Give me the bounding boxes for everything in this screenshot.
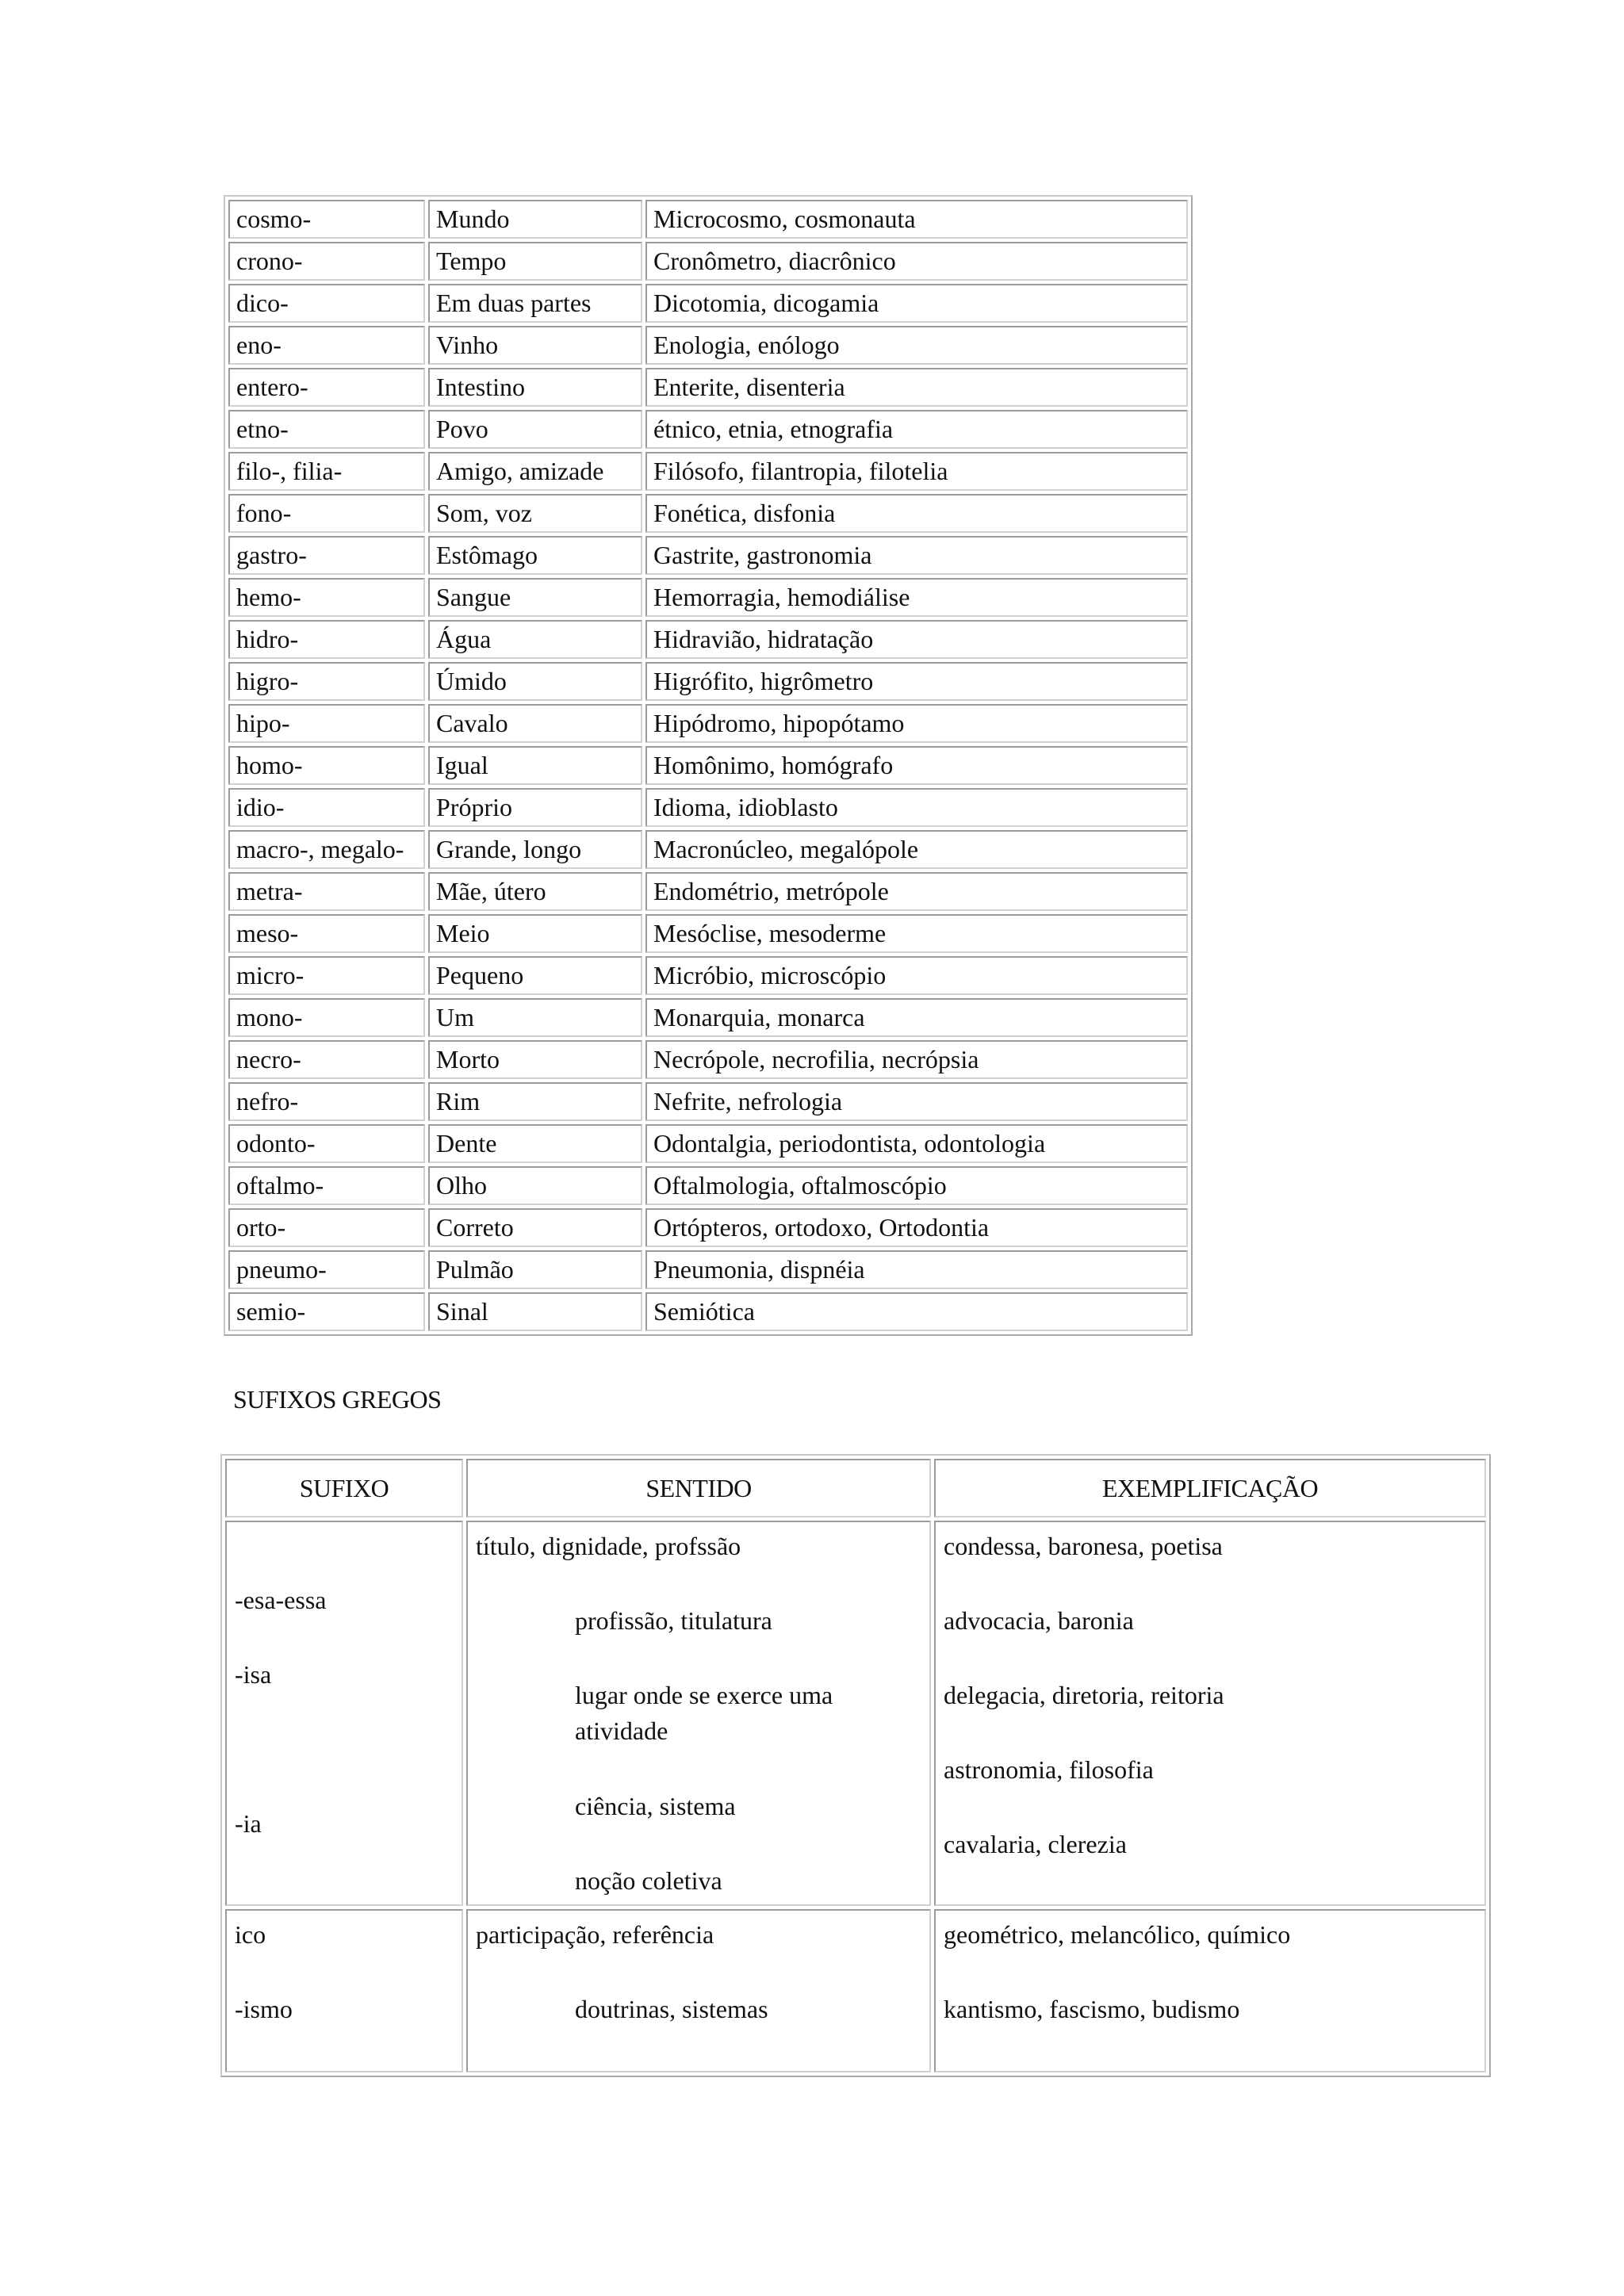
sentido-text: doutrinas, sistemas — [575, 1995, 768, 2023]
prefix-row — [228, 956, 1188, 995]
sentido-text: profissão, titulatura — [575, 1606, 772, 1635]
meaning-cell: Em duas partes — [428, 284, 642, 323]
meaning-cell: Pulmão — [428, 1250, 642, 1289]
section-heading: SUFIXOS GREGOS — [233, 1385, 442, 1414]
examples-cell: Hemorragia, hemodiálise — [645, 578, 1188, 617]
meaning-cell: Sangue — [428, 578, 642, 617]
prefix-cell: odonto- — [228, 1124, 425, 1163]
prefix-cell: homo- — [228, 746, 425, 785]
meaning-cell: Pequeno — [428, 956, 642, 995]
examples-cell: Higrófito, higrômetro — [645, 662, 1188, 701]
sentido-text: título, dignidade, profssão — [476, 1532, 741, 1560]
exemplo-text: advocacia, baronia — [944, 1606, 1134, 1635]
examples-cell: Odontalgia, periodontista, odontologia — [645, 1124, 1188, 1163]
meaning-cell: Rim — [428, 1082, 642, 1121]
meaning-cell: Mundo — [428, 200, 642, 239]
examples-cell: Monarquia, monarca — [645, 998, 1188, 1037]
examples-cell: Cronômetro, diacrônico — [645, 242, 1188, 281]
meaning-cell: Igual — [428, 746, 642, 785]
meaning-cell: Grande, longo — [428, 830, 642, 869]
examples-cell: Microcosmo, cosmonauta — [645, 200, 1188, 239]
examples-cell: Enterite, disenteria — [645, 368, 1188, 407]
prefix-cell: micro- — [228, 956, 425, 995]
prefix-cell: hipo- — [228, 704, 425, 743]
prefix-table — [224, 195, 1193, 1336]
suffix-table — [220, 1454, 1491, 2077]
sufixo-cell — [225, 1909, 463, 2072]
prefix-table-body — [228, 200, 1188, 1331]
examples-cell: étnico, etnia, etnografia — [645, 410, 1188, 449]
meaning-cell: Sinal — [428, 1292, 642, 1331]
prefix-cell: necro- — [228, 1040, 425, 1079]
prefix-row — [228, 998, 1188, 1037]
prefix-row — [228, 494, 1188, 533]
examples-cell: Homônimo, homógrafo — [645, 746, 1188, 785]
prefix-cell: gastro- — [228, 536, 425, 575]
meaning-cell: Correto — [428, 1208, 642, 1247]
exemplo-text: condessa, baronesa, poetisa — [944, 1532, 1223, 1560]
header-exemplificacao: EXEMPLIFICAÇÃO — [934, 1459, 1486, 1517]
meaning-cell: Úmido — [428, 662, 642, 701]
examples-cell: Ortópteros, ortodoxo, Ortodontia — [645, 1208, 1188, 1247]
examples-cell: Endométrio, metrópole — [645, 872, 1188, 911]
exemplo-text: cavalaria, clerezia — [944, 1830, 1127, 1858]
meaning-cell: Um — [428, 998, 642, 1037]
prefix-row — [228, 1124, 1188, 1163]
prefix-row — [228, 326, 1188, 365]
sentido-cell — [466, 1521, 931, 1906]
meaning-cell: Dente — [428, 1124, 642, 1163]
meaning-cell: Cavalo — [428, 704, 642, 743]
prefix-cell: higro- — [228, 662, 425, 701]
prefix-row — [228, 788, 1188, 827]
prefix-row — [228, 200, 1188, 239]
prefix-row — [228, 368, 1188, 407]
exemplos-cell — [934, 1909, 1486, 2072]
prefix-cell: filo-, filia- — [228, 452, 425, 491]
prefix-cell: cosmo- — [228, 200, 425, 239]
sentido-text: participação, referência — [476, 1920, 714, 1949]
prefix-cell: mono- — [228, 998, 425, 1037]
examples-cell: Micróbio, microscópio — [645, 956, 1188, 995]
meaning-cell: Meio — [428, 914, 642, 953]
examples-cell: Macronúcleo, megalópole — [645, 830, 1188, 869]
prefix-row — [228, 1082, 1188, 1121]
sufixo-text: -ismo — [235, 1995, 293, 2023]
sentido-text: noção coletiva — [575, 1866, 722, 1895]
meaning-cell: Intestino — [428, 368, 642, 407]
meaning-cell: Vinho — [428, 326, 642, 365]
sufixo-text: -esa-essa — [235, 1586, 327, 1614]
examples-cell: Semiótica — [645, 1292, 1188, 1331]
prefix-cell: semio- — [228, 1292, 425, 1331]
prefix-cell: eno- — [228, 326, 425, 365]
examples-cell: Filósofo, filantropia, filotelia — [645, 452, 1188, 491]
meaning-cell: Mãe, útero — [428, 872, 642, 911]
prefix-row — [228, 914, 1188, 953]
prefix-cell: hemo- — [228, 578, 425, 617]
header-sentido: SENTIDO — [466, 1459, 931, 1517]
prefix-cell: nefro- — [228, 1082, 425, 1121]
meaning-cell: Água — [428, 620, 642, 659]
meaning-cell: Tempo — [428, 242, 642, 281]
examples-cell: Gastrite, gastronomia — [645, 536, 1188, 575]
prefix-row — [228, 1250, 1188, 1289]
exemplo-text: geométrico, melancólico, químico — [944, 1920, 1291, 1949]
meaning-cell: Olho — [428, 1166, 642, 1205]
sentido-text: ciência, sistema — [575, 1792, 736, 1820]
prefix-cell: entero- — [228, 368, 425, 407]
meaning-cell: Próprio — [428, 788, 642, 827]
meaning-cell: Povo — [428, 410, 642, 449]
examples-cell: Idioma, idioblasto — [645, 788, 1188, 827]
prefix-row — [228, 536, 1188, 575]
prefix-cell: macro-, megalo- — [228, 830, 425, 869]
sufixo-text: -isa — [235, 1660, 272, 1689]
prefix-cell: dico- — [228, 284, 425, 323]
exemplos-cell — [934, 1521, 1486, 1906]
prefix-cell: etno- — [228, 410, 425, 449]
prefix-row — [228, 452, 1188, 491]
suffix-row — [225, 1521, 1486, 1906]
sentido-text: lugar onde se exerce uma atividade — [575, 1681, 833, 1745]
prefix-row — [228, 1292, 1188, 1331]
prefix-row — [228, 1166, 1188, 1205]
prefix-cell: fono- — [228, 494, 425, 533]
prefix-cell: crono- — [228, 242, 425, 281]
prefix-row — [228, 830, 1188, 869]
prefix-cell: meso- — [228, 914, 425, 953]
examples-cell: Nefrite, nefrologia — [645, 1082, 1188, 1121]
prefix-row — [228, 242, 1188, 281]
examples-cell: Necrópole, necrofilia, necrópsia — [645, 1040, 1188, 1079]
prefix-cell: idio- — [228, 788, 425, 827]
prefix-cell: orto- — [228, 1208, 425, 1247]
examples-cell: Hidravião, hidratação — [645, 620, 1188, 659]
prefix-row — [228, 1208, 1188, 1247]
prefix-cell: oftalmo- — [228, 1166, 425, 1205]
examples-cell: Fonética, disfonia — [645, 494, 1188, 533]
exemplo-text: astronomia, filosofia — [944, 1755, 1154, 1784]
header-sufixo: SUFIXO — [225, 1459, 463, 1517]
examples-cell: Dicotomia, dicogamia — [645, 284, 1188, 323]
sufixo-text: -ia — [235, 1809, 262, 1838]
meaning-cell: Som, voz — [428, 494, 642, 533]
examples-cell: Hipódromo, hipopótamo — [645, 704, 1188, 743]
meaning-cell: Estômago — [428, 536, 642, 575]
meaning-cell: Amigo, amizade — [428, 452, 642, 491]
prefix-cell: hidro- — [228, 620, 425, 659]
prefix-row — [228, 1040, 1188, 1079]
meaning-cell: Morto — [428, 1040, 642, 1079]
sufixo-cell — [225, 1521, 463, 1906]
sufixo-text: ico — [235, 1920, 266, 1949]
suffix-header-row — [225, 1459, 1486, 1517]
prefix-row — [228, 578, 1188, 617]
sentido-cell — [466, 1909, 931, 2072]
exemplo-text: kantismo, fascismo, budismo — [944, 1995, 1240, 2023]
prefix-row — [228, 620, 1188, 659]
prefix-row — [228, 704, 1188, 743]
prefix-row — [228, 746, 1188, 785]
examples-cell: Mesóclise, mesoderme — [645, 914, 1188, 953]
prefix-row — [228, 662, 1188, 701]
examples-cell: Pneumonia, dispnéia — [645, 1250, 1188, 1289]
prefix-row — [228, 284, 1188, 323]
exemplo-text: delegacia, diretoria, reitoria — [944, 1681, 1224, 1709]
prefix-row — [228, 872, 1188, 911]
examples-cell: Enologia, enólogo — [645, 326, 1188, 365]
prefix-cell: pneumo- — [228, 1250, 425, 1289]
examples-cell: Oftalmologia, oftalmoscópio — [645, 1166, 1188, 1205]
suffix-row — [225, 1909, 1486, 2072]
prefix-cell: metra- — [228, 872, 425, 911]
prefix-row — [228, 410, 1188, 449]
